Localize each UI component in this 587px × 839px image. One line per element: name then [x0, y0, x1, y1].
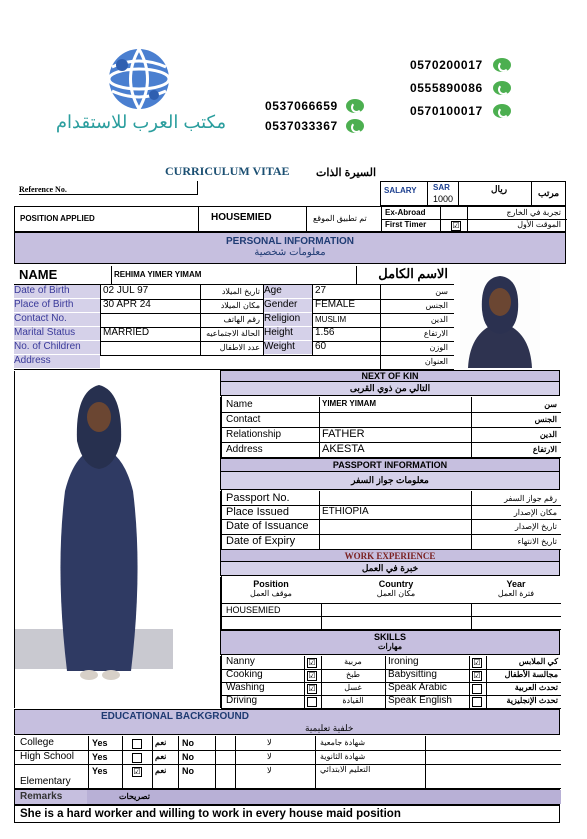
remarks-row	[14, 789, 560, 805]
currency-label: SAR	[433, 183, 450, 192]
edu-highschool-label: High School	[20, 751, 74, 762]
edu-elementary-no-ar: لا	[267, 766, 272, 775]
phones-right	[410, 53, 511, 122]
edu-college-yes-ar: نعم	[155, 738, 167, 747]
kin-address-ar: الارتفاع	[532, 445, 557, 454]
skill-cooking-checkbox[interactable]: ☑	[308, 671, 316, 680]
portrait-photo	[460, 270, 540, 368]
work-header-ar: خبرة في العمل	[220, 562, 560, 576]
edu-highschool-yes-checkbox[interactable]	[132, 753, 142, 763]
dob-label: Date of Birth	[14, 285, 100, 298]
marital-label: Marital Status	[14, 327, 100, 340]
position-label: POSITION APPLIED	[20, 214, 95, 223]
cv-title-ar: السيرة الذات	[316, 167, 377, 179]
skills-header	[220, 630, 560, 655]
salary-box	[380, 181, 566, 206]
position-value: HOUSEMIED	[211, 212, 272, 223]
religion-label: Religion	[264, 313, 312, 326]
whatsapp-icon	[346, 99, 364, 113]
agency-logo	[92, 45, 182, 113]
kin-name-ar: سن	[544, 400, 557, 409]
skill-speak-arabic: Speak Arabic	[388, 682, 447, 693]
remarks-text: She is a hard worker and willing to work in every house maid position	[20, 808, 401, 820]
education-header-en: EDUCATIONAL BACKGROUND	[101, 711, 249, 722]
col-country-ar: مكان العمل	[376, 589, 416, 598]
personal-row	[14, 341, 454, 356]
salary-ar: مرتب	[538, 188, 560, 198]
passport-header-ar: معلومات جواز السفر	[220, 472, 560, 490]
kin-header-ar: التالي من ذوي القربى	[220, 382, 560, 396]
edu-row	[15, 764, 561, 789]
edu-highschool-yes-ar: نعم	[155, 752, 167, 761]
personal-header-ar: معلومات شخصية	[254, 247, 326, 258]
col-position-label: Position	[253, 579, 289, 589]
weight-label-ar: الوزن	[429, 343, 448, 352]
education-header-ar: خلفية تعليمية	[305, 723, 354, 733]
edu-college-no-ar: لا	[267, 738, 272, 747]
name-label-ar: الاسم الكامل	[378, 266, 448, 281]
remarks-label: Remarks	[20, 791, 63, 802]
skill-driving-ar: القيادة	[342, 696, 364, 705]
name-row	[14, 266, 454, 285]
skill-row	[221, 669, 561, 683]
edu-college-yes: Yes	[92, 738, 108, 748]
col-country	[321, 577, 471, 603]
kin-name-value: YIMER YIMAM	[322, 399, 377, 408]
age-label-ar: سن	[435, 287, 448, 296]
kin-relationship-ar: الدين	[539, 430, 557, 439]
agency-name-ar: مكتب العرب للاستقدام	[55, 112, 227, 132]
name-label: NAME	[19, 267, 58, 282]
skill-english-checkbox[interactable]	[472, 697, 482, 707]
edu-highschool-yes: Yes	[92, 752, 108, 762]
first-timer-checkbox[interactable]: ☑	[452, 221, 460, 230]
weight-value: 60	[315, 341, 327, 352]
children-label: No. of Children	[14, 341, 100, 354]
gender-value: FEMALE	[315, 299, 356, 310]
height-label-ar: الارتفاع	[423, 329, 448, 338]
religion-label-ar: الدين	[430, 315, 448, 324]
edu-elementary-no: No	[182, 766, 194, 776]
contact-label-ar: رقم الهاتف	[223, 315, 260, 324]
kin-row	[221, 427, 561, 443]
kin-header: NEXT OF KIN	[220, 370, 560, 382]
dob-value: 02 JUL 97	[103, 285, 149, 296]
skill-row	[221, 695, 561, 709]
col-year	[471, 577, 561, 603]
edu-college-ar: شهادة جامعية	[320, 738, 366, 747]
dob-label-ar: تاريخ الميلاد	[221, 287, 260, 296]
edu-highschool-no: No	[182, 752, 194, 762]
skill-ironing: Ironing	[388, 656, 419, 667]
kin-contact-ar: الجنس	[534, 415, 557, 424]
age-label: Age	[264, 285, 312, 298]
edu-elementary-ar: التعليم الابتدائي	[320, 765, 371, 774]
kin-relationship-value: FATHER	[322, 428, 365, 440]
kin-table	[220, 397, 561, 459]
currency-ar: ريال	[491, 184, 508, 194]
remarks-label-ar: تصريحات	[119, 792, 150, 801]
religion-value: MUSLIM	[315, 315, 347, 324]
skill-nanny: Nanny	[226, 656, 255, 667]
skill-washing-checkbox[interactable]: ☑	[308, 684, 316, 693]
col-year-label: Year	[506, 579, 526, 589]
cv-title: CURRICULUM VITAE	[165, 164, 290, 178]
ex-abroad-ar: تجربة في الخارج	[506, 208, 561, 217]
expiry-label: Date of Expiry	[226, 535, 296, 547]
education-table	[14, 736, 561, 790]
children-label-ar: عدد الاطفال	[219, 343, 260, 352]
reference-label: Reference No.	[19, 185, 197, 195]
kin-contact-label: Contact	[226, 414, 261, 425]
gender-label: Gender	[264, 299, 312, 312]
whatsapp-icon	[493, 58, 511, 72]
gender-label-ar: الجنس	[425, 301, 448, 310]
position-label-ar: تم تطبيق الموقع	[313, 214, 367, 223]
marital-value: MARRIED	[103, 327, 150, 338]
personal-header	[14, 232, 566, 264]
edu-elementary-label: Elementary	[20, 776, 71, 787]
passport-table	[220, 491, 561, 549]
first-timer-label: First Timer	[385, 220, 427, 229]
skill-speak-english: Speak English	[388, 695, 452, 706]
col-position-ar: موقف العمل	[250, 589, 292, 598]
passport-row	[221, 505, 561, 520]
address-label-ar: العنوان	[424, 357, 448, 366]
skill-babysitting: Babysitting	[388, 669, 437, 680]
phone-number: 0555890086	[410, 80, 483, 95]
passport-header: PASSPORT INFORMATION	[220, 458, 560, 472]
place-issued-label: Place Issued	[226, 506, 289, 518]
skill-english-ar: تحدث الإنجليزية	[506, 696, 558, 705]
personal-row	[14, 313, 454, 328]
skill-ironing-ar: كي الملابس	[518, 657, 558, 666]
salary-label: SALARY	[384, 186, 417, 195]
kin-row	[221, 442, 561, 458]
phone-number: 0537033367	[265, 119, 338, 133]
remarks-text-box	[14, 805, 560, 823]
name-value: REHIMA YIMER YIMAM	[114, 270, 202, 279]
col-position	[221, 577, 321, 603]
work-table	[220, 577, 561, 630]
personal-row	[14, 327, 454, 342]
personal-row	[14, 285, 454, 300]
skill-arabic-ar: تحدث العربية	[514, 683, 558, 692]
address-label: Address	[14, 355, 100, 368]
issuance-label: Date of Issuance	[226, 520, 309, 532]
col-country-label: Country	[378, 579, 414, 589]
place-issued-value: ETHIOPIA	[322, 506, 369, 517]
edu-elementary-yes-checkbox[interactable]: ☑	[133, 767, 141, 776]
passport-row	[221, 534, 561, 550]
edu-elementary-yes-ar: نعم	[155, 766, 167, 775]
personal-header-en: PERSONAL INFORMATION	[226, 236, 354, 247]
position-row	[14, 206, 566, 232]
skill-nanny-ar: مربية	[344, 657, 362, 666]
pob-label-ar: مكان الميلاد	[220, 301, 260, 310]
marital-label-ar: الحالة الاجتماعيه	[206, 329, 260, 338]
phone-number: 0570100017	[410, 103, 483, 118]
edu-college-no: No	[182, 738, 194, 748]
edu-college-yes-checkbox[interactable]	[132, 739, 142, 749]
contact-label: Contact No.	[14, 313, 100, 326]
kin-row	[221, 397, 561, 413]
col-year-ar: فترة العمل	[497, 589, 535, 598]
height-value: 1.56	[315, 327, 335, 338]
whatsapp-icon	[493, 81, 511, 95]
edu-highschool-no-ar: لا	[267, 752, 272, 761]
skill-ironing-checkbox[interactable]: ☑	[473, 658, 481, 667]
skill-washing: Washing	[226, 682, 265, 693]
skill-nanny-checkbox[interactable]: ☑	[308, 658, 316, 667]
personal-table	[14, 285, 454, 369]
phone-number: 0537066659	[265, 99, 338, 113]
kin-row	[221, 412, 561, 428]
skills-header-en: SKILLS	[373, 632, 406, 642]
kin-name-label: Name	[226, 399, 253, 410]
passport-row	[221, 491, 561, 506]
skill-row	[221, 682, 561, 696]
edu-row	[15, 736, 561, 751]
globe-icon	[92, 45, 182, 113]
skill-babysitting-ar: مجالسة الأطفال	[504, 670, 558, 679]
phones-left	[265, 96, 364, 136]
edu-elementary-yes: Yes	[92, 766, 108, 776]
first-timer-ar: الموقت الأول	[517, 220, 561, 229]
weight-label: Weight	[264, 341, 312, 354]
work-entry-position: HOUSEMIED	[226, 605, 281, 615]
skill-driving-checkbox[interactable]	[307, 697, 317, 707]
passport-no-label: Passport No.	[226, 492, 290, 504]
skills-header-ar: مهارات	[377, 642, 403, 651]
expiry-ar: تاريخ الانتهاء	[517, 537, 557, 546]
height-label: Height	[264, 327, 312, 340]
issuance-ar: تاريخ الإصدار	[514, 522, 557, 531]
place-issued-ar: مكان الإصدار	[513, 508, 557, 517]
whatsapp-icon	[493, 104, 511, 118]
pob-value: 30 APR 24	[103, 299, 151, 310]
personal-row	[14, 355, 454, 370]
passport-row	[221, 519, 561, 535]
skill-arabic-checkbox[interactable]	[472, 684, 482, 694]
education-header	[14, 709, 560, 735]
kin-address-label: Address	[226, 444, 263, 455]
phone-number: 0570200017	[410, 57, 483, 72]
skill-cooking: Cooking	[226, 669, 263, 680]
edu-row	[15, 750, 561, 765]
age-value: 27	[315, 285, 327, 296]
skills-table	[220, 656, 561, 708]
ex-abroad-label: Ex-Abroad	[385, 208, 426, 217]
salary-amount: 1000	[433, 194, 454, 204]
full-body-photo	[14, 371, 222, 708]
kin-relationship-label: Relationship	[226, 429, 282, 440]
skill-washing-ar: غسل	[344, 683, 362, 692]
whatsapp-icon	[346, 119, 364, 133]
edu-college-label: College	[20, 737, 54, 748]
skill-babysitting-checkbox[interactable]: ☑	[473, 671, 481, 680]
skill-row	[221, 656, 561, 670]
skill-cooking-ar: طبخ	[346, 670, 360, 679]
personal-row	[14, 299, 454, 314]
passport-no-ar: رقم جواز السفر	[504, 494, 557, 503]
work-header: WORK EXPERIENCE	[220, 549, 560, 562]
edu-highschool-ar: شهادة الثانوية	[320, 752, 366, 761]
kin-address-value: AKESTA	[322, 443, 365, 455]
skill-driving: Driving	[226, 695, 258, 706]
pob-label: Place of Birth	[14, 299, 100, 312]
